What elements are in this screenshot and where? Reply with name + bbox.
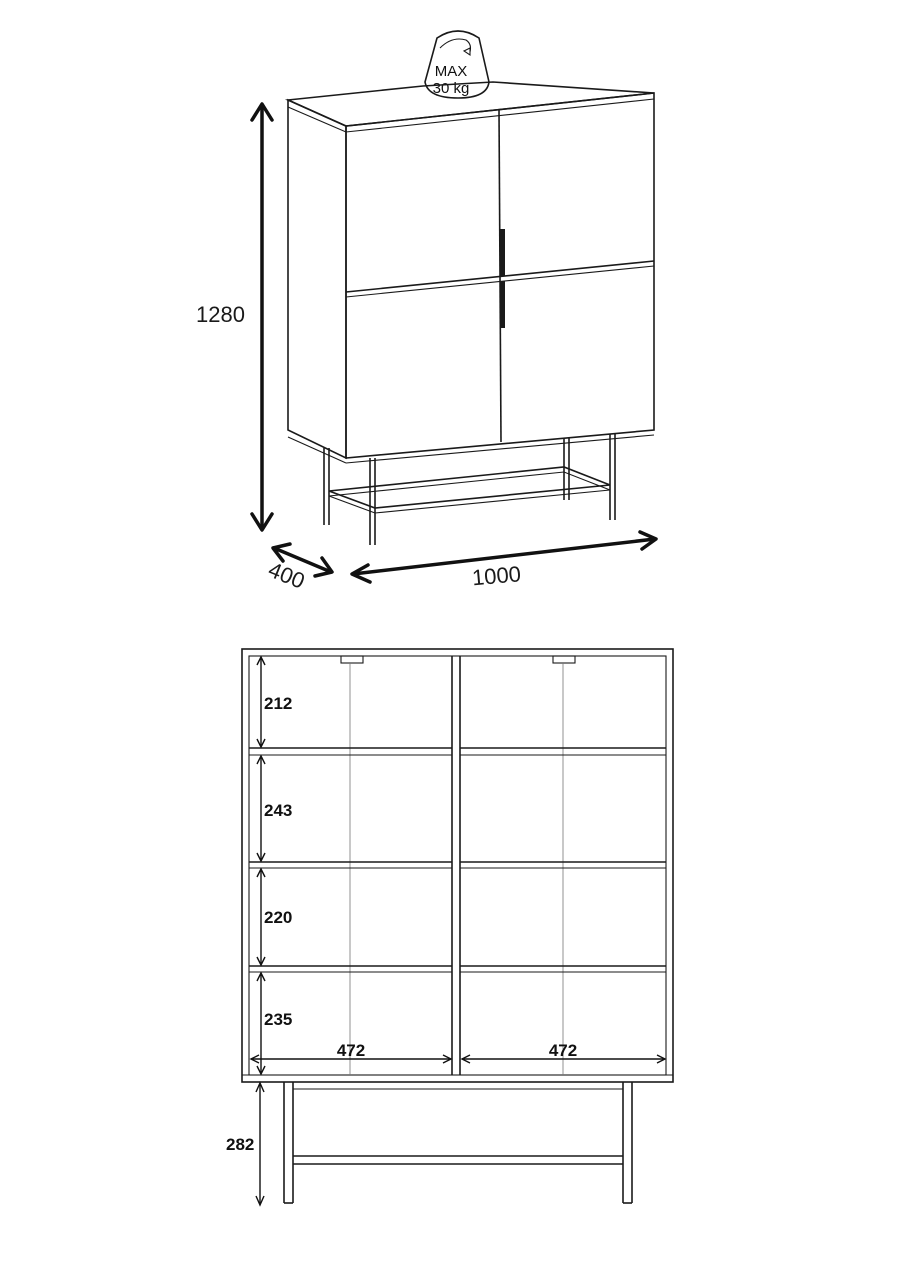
height-dimension [196, 104, 272, 530]
height-label: 1280 [196, 302, 245, 327]
compartment-1-height: 212 [264, 694, 293, 713]
base-frame [324, 434, 615, 545]
front-base-frame [284, 1082, 632, 1203]
compartment-2-height: 243 [264, 801, 293, 820]
right-compartment-width: 472 [548, 1041, 578, 1060]
depth-dimension [265, 544, 332, 594]
cabinet-body [288, 82, 654, 463]
upper-door-handle [500, 229, 505, 276]
compartment-3-height: 220 [264, 908, 293, 927]
perspective-view [196, 31, 656, 594]
front-elevation [226, 649, 673, 1205]
load-badge [425, 31, 489, 98]
width-dimension [352, 532, 656, 590]
compartment-height-dimensions [257, 657, 292, 1074]
lower-door-handle [500, 281, 505, 328]
shelves [249, 748, 666, 972]
load-badge-line2: 30 kg [432, 80, 470, 97]
base-height-dimension [226, 1083, 264, 1205]
compartment-4-height: 235 [264, 1010, 293, 1029]
compartment-width-dimensions [251, 1041, 665, 1063]
load-badge-line1: MAX [434, 63, 468, 80]
left-compartment-width: 472 [336, 1041, 366, 1060]
depth-label: 400 [264, 556, 309, 594]
base-height-label: 282 [226, 1135, 255, 1154]
width-label: 1000 [470, 561, 522, 591]
